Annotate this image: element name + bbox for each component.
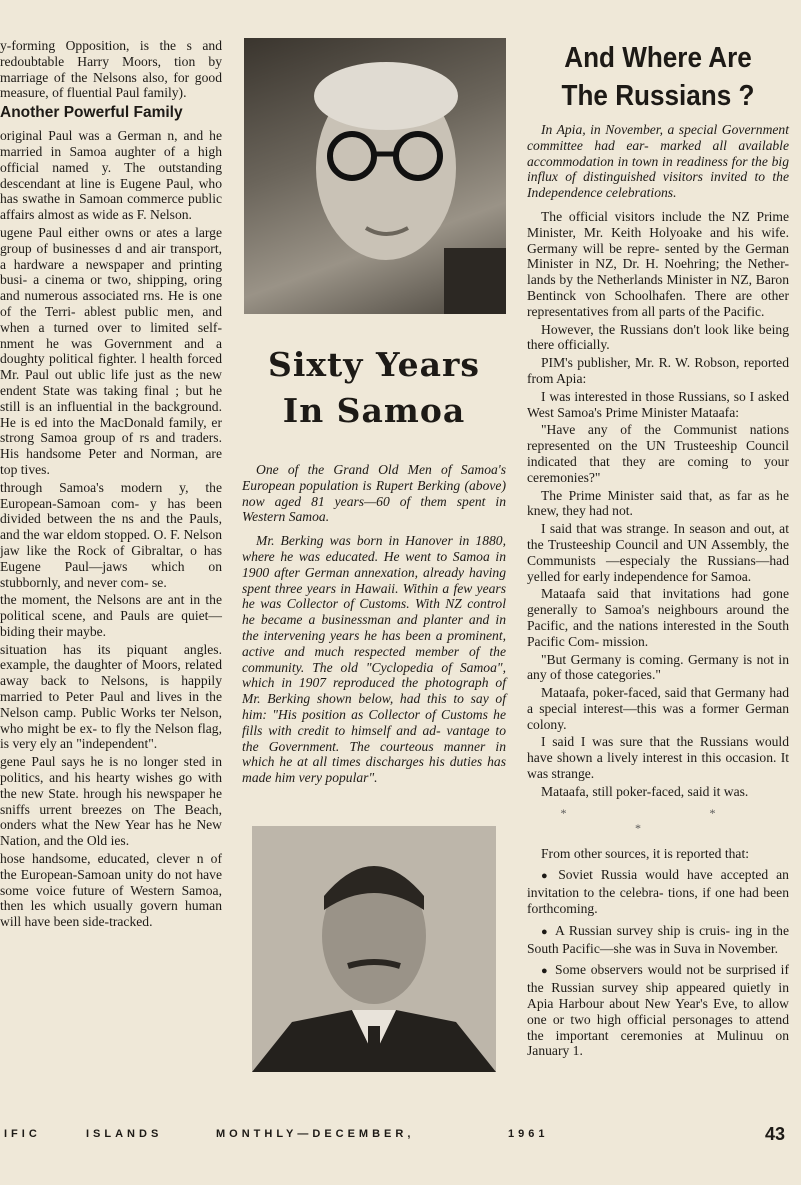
headline-line-1: And Where Are (564, 42, 752, 74)
footer-publication-part1: IFIC (4, 1128, 41, 1140)
middle-column (242, 38, 506, 786)
right-paragraph: PIM's publisher, Mr. R. W. Robson, reported from Apia: (527, 355, 789, 386)
right-paragraph: Mataafa, still poker-faced, said it was. (541, 783, 749, 799)
left-paragraph: the moment, the Nelsons are ant in the political scene, and Pauls are quiet—biding their maybe. (0, 592, 222, 639)
article-title-line-2: In Samoa (282, 391, 466, 430)
left-paragraph: hose handsome, educated, clever n of the European-Samoan unity do not have some voice future of Western Samoa, then les which usually govern human will have been side-tracked. (0, 851, 222, 930)
right-paragraph: I said I was sure that the Russians would have shown a lively interest in this occasion. It was strange. (527, 734, 789, 782)
right-paragraph: I said that was strange. In season and out, at the Trusteeship Council and UN Assembly, the Communists —especialy the Russians—had yelled for early independence for Samoa. (527, 521, 789, 584)
portrait-figure (252, 826, 496, 1072)
left-paragraph: situation has its piquant angles. example, the daughter of Moors, related away back to Nelsons, is happily married to Peter Paul and lives in the Nelson camp. Public Works ter Nelson, who might be ex- to fly the Nelson flag, is very ely an "independent". (0, 641, 222, 752)
right-paragraph: Mataafa said that invitations had gone generally to Samoa's neighbours around the Pacific, and the nations interested in the South Pacific Com- mission. (527, 586, 789, 649)
right-paragraph: "But Germany is coming. Germany is not in any of those categories." (527, 651, 789, 683)
portrait-photo-elderly (244, 38, 506, 314)
page-footer (0, 1124, 801, 1150)
portrait-figure (244, 38, 506, 314)
page-number: 43 (764, 1124, 785, 1144)
bullet-item: ● Soviet Russia would have accepted an invitation to the celebra- tions, if one had been forthcoming. (527, 867, 789, 916)
section-heading: Another Powerful Family (0, 104, 183, 122)
right-paragraph: Mataafa, poker-faced, said that Germany had a special interest—this was a former German colony. (527, 685, 789, 732)
right-paragraph: The official visitors include the NZ Prime Minister, Mr. Keith Holyoake and his wife. Germany will be repre- sented by the German Minister in NZ, Dr. H. Noehring; the Nether- lands by the Netherlands Minister in NZ, Baron Bentinck von Schoolhafen. There are other representatives from all parts of the Pacific. (527, 208, 789, 319)
left-paragraph: ugene Paul either owns or ates a large group of businesses d and air transport, a hardware a newspaper and printing busi- a cinema or two, shipping, oring and numerous associated rns. He is one of the Terri- ablest public men, and when a turned over to limited self- nment he was Government and a doughty political fighter. l health forced Mr. Paul out ublic life just as the new endent State was taking final ; but he still is an influential in the background. He is ed into the MacDonald family, er strong Samoa group of rs and traders. His handsome Peter and Norman, are top tives. (0, 224, 222, 477)
intro-paragraph: In Apia, in November, a special Government committee had ear- marked all available accommodation in town in readiness for the big influx of distinguished visitors invited to the Independence celebrations. (527, 122, 789, 201)
section-divider-stars: * * * (560, 805, 786, 835)
bullet-item: ● Some observers would not be surprised if the Russian survey ship appeared quietly in Apia Harbour about New Year's Eve, to allow one or two high official personages to attend the important ceremonies at Mulinuu on January 1. (527, 962, 789, 1059)
portrait-photo-young (252, 826, 496, 1072)
left-paragraph: y-forming Opposition, is the s and redoubtable Harry Moors, tion by marriage of the Nelsons also, for good measure, of fluential Paul family). (0, 38, 222, 101)
bullet-item: ● A Russian survey ship is cruis- ing in the South Pacific—she was in Suva in November. (527, 923, 789, 957)
body-paragraph: Mr. Berking was born in Hanover in 1880, where he was educated. He went to Samoa in 1900 after German annexation, already having spent three years in Hawaii. Within a few years he was Collector of Customs. With NZ control he became a businessman and planter and in the intervening years he has been a prominent, active and much respected member of the community. The old "Cyclopedia of Samoa", which in 1907 reproduced the photograph of Mr. Berking shown below, had this to say of him: "His position as Collector of Customs he fills with credit to himself and ad- vantage to the Government. The courteous manner in which he at all times discharges his duties has made him very popular". (242, 533, 506, 786)
right-paragraph: I was interested in those Russians, so I asked West Samoa's Prime Minister Mataafa: (527, 388, 789, 420)
left-paragraph: original Paul was a German n, and he married in Samoa aughter of a high official named y. The outstanding descendant at line is Eugene Paul, who has swathe in Samoan commerce public affairs almost as wide as F. Nelson. (0, 128, 222, 223)
footer-publication-part2: ISLANDS (86, 1128, 163, 1140)
intro-paragraph: One of the Grand Old Men of Samoa's European population is Rupert Berking (above) now aged 81 years—60 of them spent in Western Samoa. (242, 462, 506, 525)
left-paragraph: through Samoa's modern y, the European-Samoan com- y has been divided between the ns and the Pauls, and the war eldom stopped. O. F. Nelson jaw like the Rock of Gibraltar, o has Eugene Paul—jaws which on stubbornly, and never com- se. (0, 479, 222, 590)
article-title-line-1: Sixty Years (268, 345, 480, 384)
right-paragraph: From other sources, it is reported that: (541, 845, 750, 861)
headline-line-2: The Russians ? (561, 80, 755, 112)
left-paragraph: gene Paul says he is no longer sted in politics, and his hearty wishes go with the new State. hrough his newspaper he sniffs urrent breezes on The Beach, onders what the New Year has he New Nation, and the Old ies. (0, 754, 222, 849)
right-paragraph: "Have any of the Communist nations represented on the UN Trusteeship Council indicated that they are coming to your ceremonies?" (527, 422, 789, 485)
left-column (0, 38, 222, 930)
right-paragraph: The Prime Minister said that, as far as he knew, they had not. (527, 487, 789, 519)
right-column (527, 38, 789, 1059)
footer-month: MONTHLY—DECEMBER, (216, 1128, 415, 1140)
footer-year: 1961 (508, 1128, 549, 1140)
right-paragraph: However, the Russians don't look like being there officially. (527, 321, 789, 353)
